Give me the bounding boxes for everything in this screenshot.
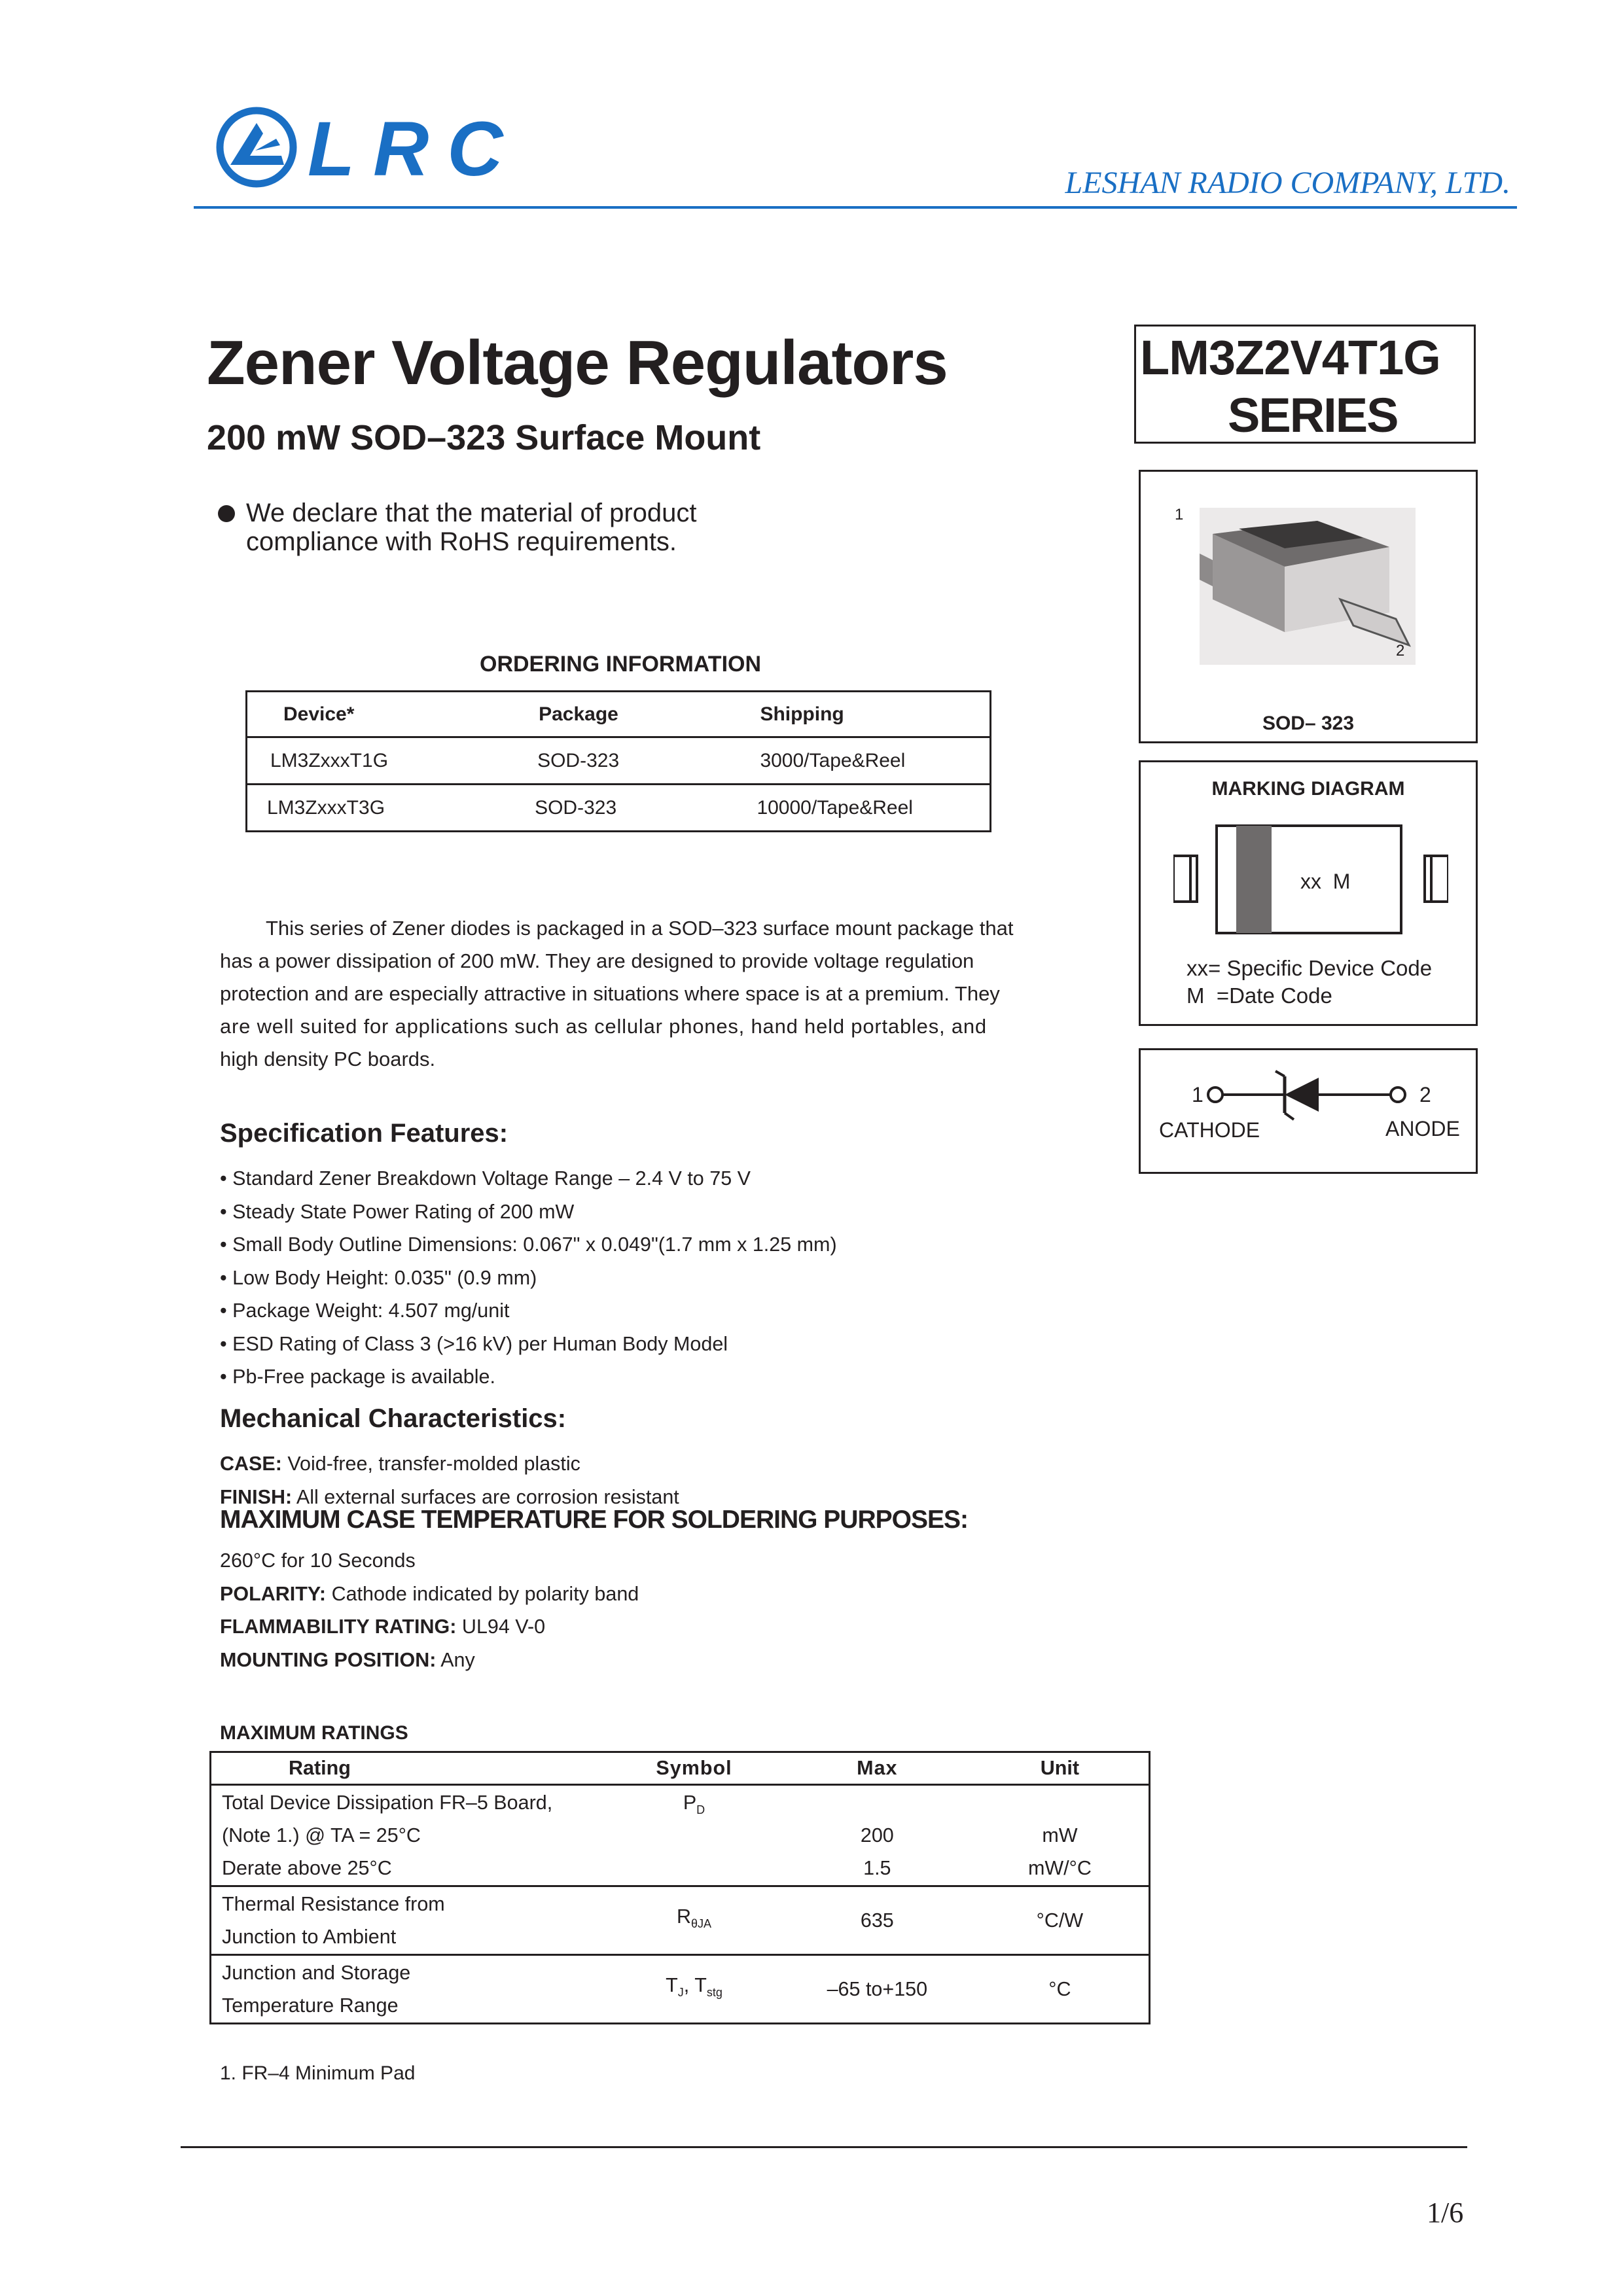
symbol-sub: J: [677, 1986, 684, 2000]
ordering-header-package: Package: [539, 703, 618, 725]
package-label: SOD– 323: [1262, 713, 1355, 734]
rating-text: Temperature Range: [222, 1994, 399, 2017]
symbol-text: P: [683, 1792, 697, 1814]
diode-symbol: [1206, 1070, 1416, 1122]
unit-value: °C/W: [1036, 1909, 1084, 1932]
logo-text: LRC: [308, 106, 522, 192]
ordering-header-shipping: Shipping: [760, 703, 844, 725]
description: [220, 912, 1013, 1076]
package-image: [1200, 508, 1416, 665]
ratings-header-row: [211, 1752, 1150, 1785]
table-row: [211, 1785, 1150, 1886]
package-pin-1: 1: [1175, 506, 1184, 523]
description-line: has a power dissipation of 200 mW. They are designed to provide voltage regulation: [220, 949, 974, 972]
rating-text: Total Device Dissipation FR–5 Board,: [222, 1792, 553, 1814]
list-item: • Small Body Outline Dimensions: 0.067" x 0.049"(1.7 mm x 1.25 mm): [220, 1233, 837, 1256]
list-item: • Steady State Power Rating of 200 mW: [220, 1200, 575, 1223]
list-item: • Standard Zener Breakdown Voltage Range – 2.4 V to 75 V: [220, 1167, 751, 1190]
max-value: –65 to+150: [827, 1978, 928, 2000]
rohs-line-2: compliance with RoHS requirements.: [246, 527, 677, 556]
header-rule: [194, 206, 1517, 209]
ordering-header-device: Device*: [283, 703, 355, 725]
max-cell: [783, 1785, 971, 1886]
series-box: [1134, 325, 1476, 444]
mech-title: Mechanical Characteristics:: [220, 1404, 567, 1433]
unit-value: mW/°C: [1027, 1857, 1092, 1879]
symbol-sub: stg: [706, 1986, 722, 2000]
spec-title: Specification Features:: [220, 1119, 508, 1148]
page-subtitle: 200 mW SOD–323 Surface Mount: [207, 418, 761, 457]
symbol-text: R: [676, 1905, 691, 1928]
ordering-cell: 3000/Tape&Reel: [760, 749, 906, 771]
description-line: This series of Zener diodes is packaged in a SOD–323 surface mount package that: [266, 917, 1014, 940]
rating-cell: [211, 1785, 605, 1886]
list-item: • Pb-Free package is available.: [220, 1366, 495, 1388]
unit-value: mW: [1042, 1824, 1078, 1846]
mech-flammability-value: UL94 V-0: [456, 1616, 546, 1638]
ratings-table: [209, 1751, 1150, 2024]
list-item: • Package Weight: 4.507 mg/unit: [220, 1299, 510, 1322]
list-item: • Low Body Height: 0.035" (0.9 mm): [220, 1266, 537, 1289]
max-temp-title: MAXIMUM CASE TEMPERATURE FOR SOLDERING PURPOSES:: [220, 1506, 969, 1534]
mech-polarity-value: Cathode indicated by polarity band: [326, 1582, 639, 1605]
marking-legend-1: xx= Specific Device Code: [1186, 956, 1433, 980]
table-row: [247, 737, 991, 785]
rating-text: Junction and Storage: [222, 1962, 411, 1984]
ordering-cell: SOD-323: [535, 796, 617, 819]
page-number: 1/6: [1427, 2197, 1464, 2229]
ordering-title: ORDERING INFORMATION: [480, 652, 762, 677]
max-value: 635: [860, 1909, 894, 1932]
diode-box: [1139, 1048, 1478, 1174]
diode-pin-1: 1: [1192, 1083, 1204, 1106]
mech-finish-value: All external surfaces are corrosion resistant: [292, 1485, 679, 1508]
ordering-cell: LM3ZxxxT1G: [270, 749, 389, 771]
ratings-header-max: Max: [857, 1757, 898, 1779]
bullet-dot: [218, 505, 235, 522]
mech-case-value: Void-free, transfer-molded plastic: [281, 1453, 580, 1475]
ratings-header-symbol: Symbol: [656, 1757, 732, 1779]
table-row: [247, 785, 991, 832]
max-temp-value: 260°C for 10 Seconds: [220, 1549, 416, 1572]
marking-title: MARKING DIAGRAM: [1211, 778, 1405, 800]
footer-rule: [181, 2146, 1467, 2148]
rating-text: Junction to Ambient: [222, 1926, 397, 1948]
ordering-header-row: [247, 692, 991, 737]
rating-text: Thermal Resistance from: [222, 1893, 445, 1915]
ordering-table: [245, 690, 991, 832]
ordering-cell: LM3ZxxxT3G: [267, 796, 385, 819]
description-line: are well suited for applications such as cellular phones, hand held portables, and: [220, 1015, 987, 1038]
cathode-label: CATHODE: [1159, 1118, 1260, 1142]
ordering-cell: 10000/Tape&Reel: [757, 796, 913, 819]
mech-flammability-label: FLAMMABILITY RATING:: [220, 1616, 457, 1638]
max-value: 200: [860, 1824, 894, 1846]
series-line-1: LM3Z2V4T1G: [1140, 330, 1440, 385]
symbol-sub: θJA: [691, 1917, 712, 1931]
rating-cell: [211, 1886, 605, 1955]
symbol-text: T: [666, 1974, 678, 1997]
mech-case: [220, 1447, 679, 1481]
mech-flammability: [220, 1610, 639, 1644]
series-line-2: SERIES: [1228, 388, 1398, 442]
symbol-cell: [605, 1955, 783, 2024]
mech-case-label: CASE:: [220, 1453, 282, 1475]
ordering-cell: SOD-323: [537, 749, 620, 771]
anode-label: ANODE: [1385, 1117, 1460, 1140]
symbol-sub: D: [696, 1803, 705, 1817]
ratings-note: 1. FR–4 Minimum Pad: [220, 2062, 416, 2084]
rating-text: (Note 1.) @ TA = 25°C: [222, 1824, 421, 1846]
mech-polarity: [220, 1578, 639, 1611]
rohs-line-1: We declare that the material of product: [246, 499, 697, 527]
ratings-header-rating: Rating: [289, 1757, 351, 1779]
package-pin-2: 2: [1396, 642, 1405, 660]
ratings-header-unit: Unit: [1040, 1757, 1080, 1779]
marking-box: [1139, 760, 1478, 1026]
mech-finish-label: FINISH:: [220, 1485, 293, 1508]
marking-legend-2: M =Date Code: [1186, 983, 1332, 1008]
ratings-title: MAXIMUM RATINGS: [220, 1722, 408, 1744]
table-row: [211, 1955, 1150, 2024]
marking-code: xx M: [1300, 870, 1351, 893]
list-item: • ESD Rating of Class 3 (>16 kV) per Human Body Model: [220, 1332, 728, 1355]
symbol-cell: [605, 1886, 783, 1955]
mech-mounting-value: Any: [436, 1648, 475, 1671]
max-value: 1.5: [863, 1857, 891, 1879]
description-line: protection and are especially attractive in situations where space is at a premium. They: [220, 982, 1000, 1005]
unit-cell: [971, 1785, 1150, 1886]
page-title: Zener Voltage Regulators: [207, 328, 948, 398]
mech-mounting: [220, 1644, 639, 1677]
symbol-cell: [605, 1785, 783, 1886]
table-row: [211, 1886, 1150, 1955]
spec-list: [220, 1162, 837, 1394]
mech-mounting-label: MOUNTING POSITION:: [220, 1648, 437, 1671]
package-box: [1139, 470, 1478, 743]
description-line: high density PC boards.: [220, 1048, 436, 1070]
mech-list-2: [220, 1544, 639, 1676]
rating-cell: [211, 1955, 605, 2024]
diode-pin-2: 2: [1419, 1083, 1431, 1106]
company-name: LESHAN RADIO COMPANY, LTD.: [1065, 166, 1510, 200]
mech-polarity-label: POLARITY:: [220, 1582, 327, 1605]
rating-text: Derate above 25°C: [222, 1857, 392, 1879]
unit-value: °C: [1048, 1978, 1071, 2000]
symbol-text: , T: [683, 1974, 707, 1997]
